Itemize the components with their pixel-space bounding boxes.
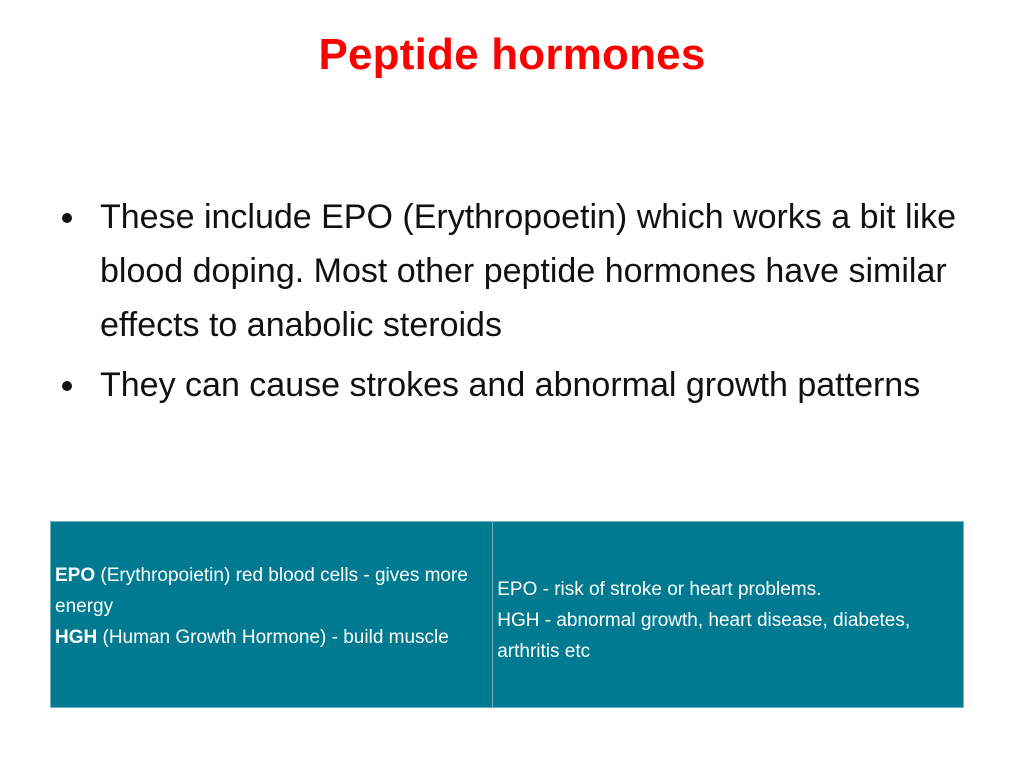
- hgh-risks: HGH - abnormal growth, heart disease, diabetes, arthritis etc: [497, 610, 911, 662]
- table-row: [51, 522, 964, 708]
- bullet-item: [58, 358, 958, 412]
- hgh-term: HGH: [55, 627, 98, 648]
- hgh-description: (Human Growth Hormone) - build muscle: [97, 627, 449, 648]
- table-cell-right: [493, 522, 964, 708]
- bullet-dot-icon: [62, 381, 72, 391]
- bullet-dot-icon: [62, 213, 72, 223]
- bullet-list: [58, 190, 958, 418]
- slide-title: Peptide hormones: [318, 30, 706, 79]
- epo-description: (Erythropoietin) red blood cells - gives more energy: [55, 565, 468, 617]
- bullet-item: [58, 190, 958, 352]
- hormone-table: [50, 521, 964, 708]
- epo-risks: EPO - risk of stroke or heart problems.: [497, 579, 822, 600]
- table-cell-left: [51, 522, 493, 708]
- bullet-text: They can cause strokes and abnormal growth patterns: [100, 366, 921, 404]
- epo-term: EPO: [55, 565, 96, 586]
- bullet-text: These include EPO (Erythropoetin) which works a bit like blood doping. Most other peptide hormones have similar effects to anabolic steroids: [100, 198, 957, 344]
